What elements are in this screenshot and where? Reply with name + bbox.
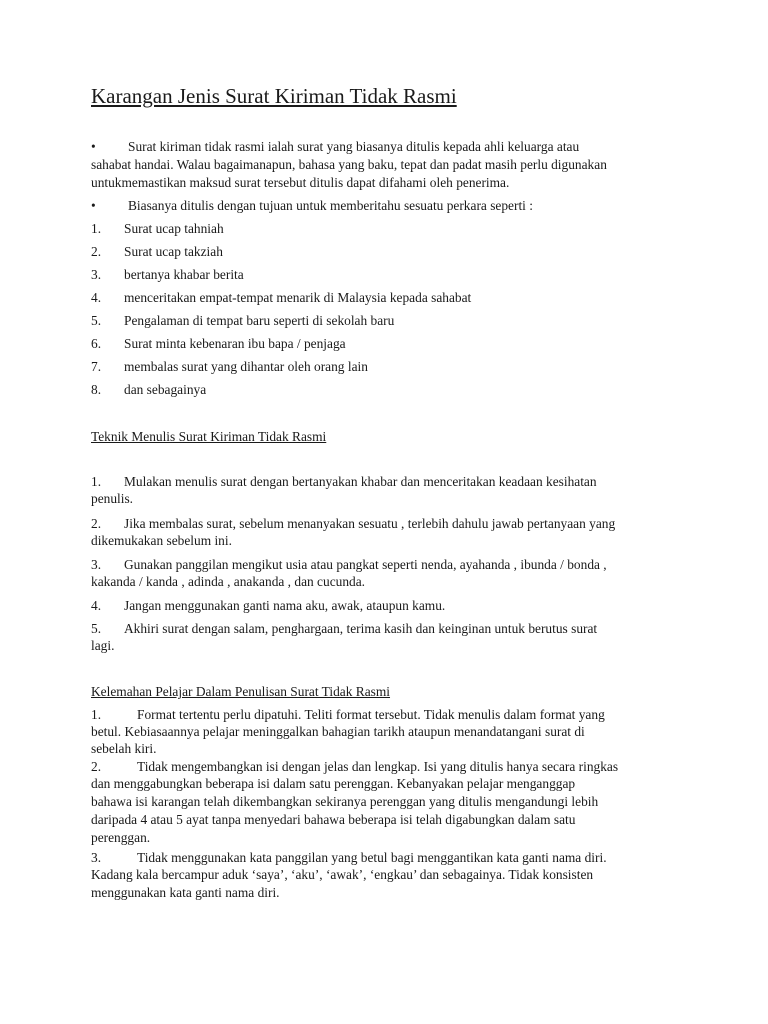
list-item: dan sebagainya — [124, 382, 207, 397]
list-item-number: 4. — [91, 598, 102, 613]
list-item-line: perenggan. — [91, 830, 151, 845]
list-item-number: 7. — [91, 359, 102, 374]
bullet-marker: • — [91, 139, 96, 154]
list-item-line: Kadang kala bercampur aduk ‘saya’, ‘aku’, ‘awak’, ‘engkau’ dan sebagainya. Tidak konsisten — [91, 867, 594, 882]
list-item: membalas surat yang dihantar oleh orang lain — [124, 359, 368, 374]
list-item-line: daripada 4 atau 5 ayat tanpa menyedari bahawa beberapa isi telah digabungkan dalam satu — [91, 812, 576, 827]
list-item-number: 4. — [91, 290, 102, 305]
list-item-number: 2. — [91, 759, 102, 774]
list-item-number: 8. — [91, 382, 102, 397]
list-item-line: dikemukakan sebelum ini. — [91, 533, 232, 548]
list-item: bertanya khabar berita — [124, 267, 244, 282]
list-item-line: kakanda / kanda , adinda , anakanda , dan cucunda. — [91, 574, 366, 589]
list-item-line: bahawa isi karangan telah dikembangkan sekiranya perenggan yang ditulis mengandungi lebih — [91, 794, 599, 809]
list-item-number: 6. — [91, 336, 102, 351]
list-item-line: dan menggabungkan beberapa isi dalam satu perenggan. Kebanyakan pelajar menganggap — [91, 776, 576, 791]
list-item-number: 3. — [91, 850, 102, 865]
list-item-line: Tidak menggunakan kata panggilan yang betul bagi menggantikan kata ganti nama diri. — [137, 850, 607, 865]
list-item: Pengalaman di tempat baru seperti di sekolah baru — [124, 313, 395, 328]
list-item-line: Gunakan panggilan mengikut usia atau pangkat seperti nenda, ayahanda , ibunda / bonda , — [124, 557, 607, 572]
intro-paragraph-line: Surat kiriman tidak rasmi ialah surat yang biasanya ditulis kepada ahli keluarga atau — [128, 139, 580, 154]
section-heading-teknik: Teknik Menulis Surat Kiriman Tidak Rasmi — [91, 429, 327, 444]
list-item-line: Format tertentu perlu dipatuhi. Teliti format tersebut. Tidak menulis dalam format yang — [137, 707, 605, 722]
list-item-number: 3. — [91, 267, 102, 282]
list-item-line: Jangan menggunakan ganti nama aku, awak, ataupun kamu. — [124, 598, 446, 613]
list-item-line: menggunakan kata ganti nama diri. — [91, 885, 280, 900]
intro-paragraph-line: sahabat handai. Walau bagaimanapun, bahasa yang baku, tepat dan padat masih perlu digunakan — [91, 157, 607, 172]
intro-paragraph-line: Biasanya ditulis dengan tujuan untuk memberitahu sesuatu perkara seperti : — [128, 198, 533, 213]
list-item: Surat minta kebenaran ibu bapa / penjaga — [124, 336, 346, 351]
intro-paragraph-line: untukmemastikan maksud surat tersebut ditulis dapat difahami oleh penerima. — [91, 175, 510, 190]
list-item-number: 5. — [91, 313, 102, 328]
list-item-line: sebelah kiri. — [91, 741, 157, 756]
list-item-line: penulis. — [91, 491, 134, 506]
list-item: Surat ucap takziah — [124, 244, 223, 259]
list-item-line: betul. Kebiasaannya pelajar meninggalkan bahagian tarikh ataupun menandatangani surat di — [91, 724, 585, 739]
bullet-marker: • — [91, 198, 96, 213]
list-item: Surat ucap tahniah — [124, 221, 224, 236]
list-item-number: 1. — [91, 707, 102, 722]
list-item-line: Mulakan menulis surat dengan bertanyakan khabar dan menceritakan keadaan kesihatan — [124, 474, 597, 489]
list-item: menceritakan empat-tempat menarik di Malaysia kepada sahabat — [124, 290, 472, 305]
list-item-number: 5. — [91, 621, 102, 636]
list-item-number: 2. — [91, 244, 102, 259]
list-item-number: 3. — [91, 557, 102, 572]
list-item-line: Akhiri surat dengan salam, penghargaan, terima kasih dan keinginan untuk berutus surat — [124, 621, 598, 636]
list-item-number: 1. — [91, 474, 102, 489]
document-title: Karangan Jenis Surat Kiriman Tidak Rasmi — [91, 84, 457, 108]
section-heading-kelemahan: Kelemahan Pelajar Dalam Penulisan Surat Tidak Rasmi — [91, 684, 391, 699]
list-item-line: Jika membalas surat, sebelum menanyakan sesuatu , terlebih dahulu jawab pertanyaan yang — [124, 516, 616, 531]
list-item-number: 2. — [91, 516, 102, 531]
list-item-number: 1. — [91, 221, 102, 236]
list-item-line: lagi. — [91, 638, 115, 653]
list-item-line: Tidak mengembangkan isi dengan jelas dan lengkap. Isi yang ditulis hanya secara ringkas — [137, 759, 619, 774]
